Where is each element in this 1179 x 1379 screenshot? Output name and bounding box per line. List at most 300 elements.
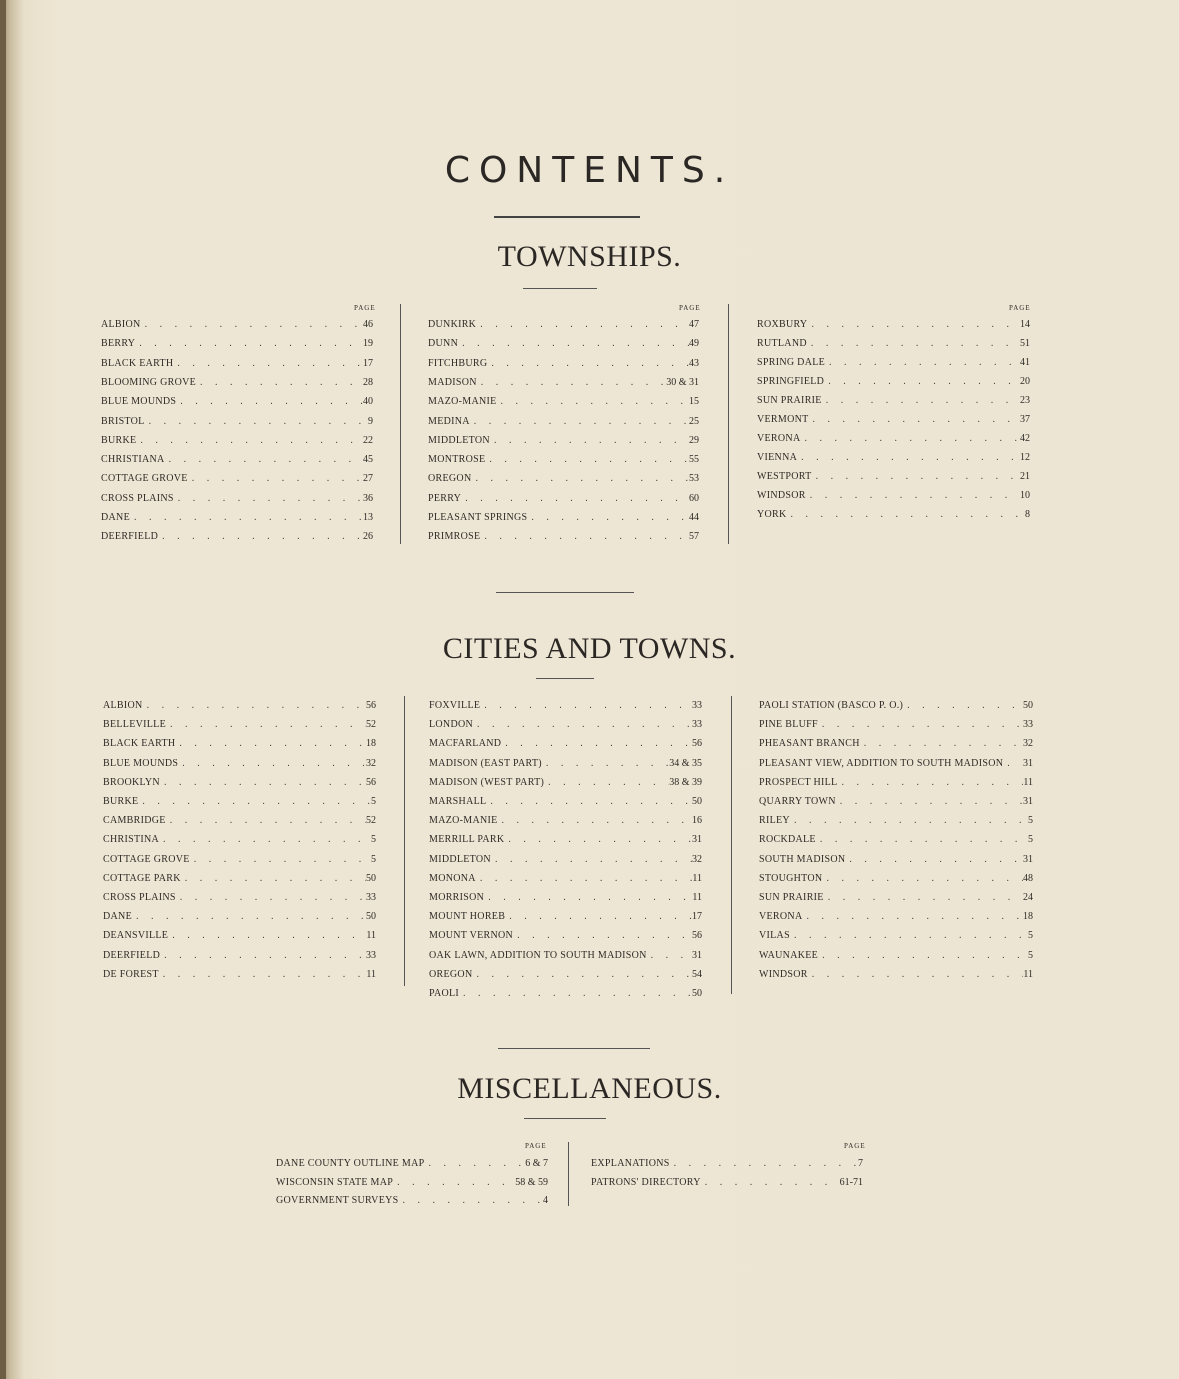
toc-entry-page: 17 [692,911,702,923]
toc-leader-dots [143,700,366,711]
toc-entry-name: VERONA [759,911,803,923]
toc-entry [103,774,376,788]
toc-leader-dots [181,873,366,884]
toc-entry-name: BLACK EARTH [103,738,176,750]
toc-entry-name: DUNN [428,338,459,350]
toc-entry [759,831,1033,845]
toc-leader-dots [476,319,689,330]
toc-entry [757,468,1030,482]
toc-entry-page: 17 [363,357,373,369]
toc-entry [101,413,373,427]
toc-entry [103,889,376,903]
toc-entry-name: MIDDLETON [429,853,491,865]
toc-entry-name: BLUE MOUNDS [103,757,179,769]
toc-leader-dots [166,815,366,826]
toc-entry [428,374,699,388]
toc-entry-page: 50 [692,796,702,807]
toc-entry-page: 16 [692,815,702,827]
toc-entry-name: RILEY [759,815,790,827]
toc-entry-name: PINE BLUFF [759,719,818,731]
page-binding-edge [0,0,6,1379]
toc-leader-dots [458,338,689,349]
toc-leader-dots [836,796,1023,807]
toc-entry [428,393,699,407]
toc-entry-name: ALBION [101,319,141,330]
toc-entry [101,393,373,407]
toc-entry [759,735,1033,749]
toc-entry [103,812,376,826]
toc-leader-dots [188,473,363,484]
toc-leader-dots [461,493,689,504]
toc-entry-name: DEERFIELD [101,531,159,543]
toc-entry-name: MOUNT VERNON [429,930,514,942]
toc-leader-dots [160,950,366,961]
toc-entry-page: 6 & 7 [525,1158,548,1169]
toc-entry [428,413,699,427]
toc-entry-name: GOVERNMENT SURVEYS [276,1195,399,1207]
toc-leader-dots [513,930,692,941]
toc-leader-dots [812,471,1020,482]
toc-entry-page: 34 & 35 [669,757,702,769]
toc-entry-page: 33 [366,892,376,903]
toc-leader-dots [498,815,692,826]
toc-entry [429,735,702,749]
toc-entry-page: 18 [1023,911,1033,923]
toc-entry [429,966,702,980]
toc-leader-dots [825,357,1020,368]
toc-entry-page: 19 [363,338,373,350]
toc-entry [101,335,373,349]
toc-entry-name: SUN PRAIRIE [757,395,822,406]
toc-entry-name: PAOLI [429,988,460,999]
toc-leader-dots [160,777,366,788]
toc-entry-name: VILAS [759,930,790,942]
toc-entry [429,774,702,788]
misc-col2-page-label: PAGE [844,1142,866,1150]
toc-entry [428,335,699,349]
toc-entry [101,432,373,446]
toc-entry [759,812,1033,826]
toc-leader-dots [477,377,666,388]
toc-entry-page: 50 [366,911,376,923]
toc-entry [757,354,1030,368]
townships-col3-page-label: PAGE [1009,304,1031,312]
toc-entry-name: CROSS PLAINS [103,892,176,903]
toc-leader-dots [472,969,692,980]
toc-entry-page: 32 [366,757,376,769]
toc-entry [101,509,373,523]
toc-entry-page: 52 [366,719,376,731]
toc-entry-name: MOUNT HOREB [429,911,506,923]
toc-entry-page: 33 [692,719,702,731]
toc-entry [428,490,699,504]
toc-entry [757,316,1030,330]
toc-leader-dots [670,1158,858,1169]
toc-leader-dots [168,930,366,941]
toc-entry-name: BLACK EARTH [101,357,174,369]
toc-entry-page: 32 [692,853,702,865]
toc-entry [759,889,1033,903]
toc-entry [103,793,376,807]
toc-entry [759,755,1033,769]
toc-entry-page: 40 [363,396,373,408]
toc-leader-dots [166,719,366,730]
toc-entry [103,831,376,845]
toc-entry-name: OREGON [429,968,473,980]
toc-entry [101,451,373,465]
toc-leader-dots [485,454,689,465]
toc-entry-name: PLEASANT SPRINGS [428,512,528,523]
toc-leader-dots [471,473,689,484]
toc-leader-dots [824,892,1023,903]
toc-entry-name: PRIMROSE [428,531,481,543]
toc-entry [757,487,1030,501]
toc-leader-dots [701,1177,840,1188]
toc-entry [759,966,1033,980]
toc-entry [429,985,702,999]
toc-entry-page: 11 [366,930,376,942]
cities-top-rule [496,592,634,593]
toc-entry-page: 50 [366,872,376,884]
toc-entry-page: 28 [363,376,373,388]
toc-entry-page: 23 [1020,395,1030,406]
toc-entry [759,947,1033,961]
toc-entry-page: 8 [1025,509,1030,520]
toc-leader-dots [175,738,366,749]
toc-entry-page: 56 [692,738,702,750]
toc-leader-dots [802,911,1023,922]
toc-entry-page: 48 [1023,872,1033,884]
toc-entry-name: BROOKLYN [103,776,160,788]
toc-entry-name: BRISTOL [101,415,145,427]
toc-entry-name: MONONA [429,872,476,884]
misc-col1-page-label: PAGE [525,1142,547,1150]
toc-entry-name: MAZO-MANIE [429,815,498,827]
toc-entry-page: 24 [1023,892,1033,903]
toc-entry-name: CHRISTIANA [101,454,165,466]
toc-entry [759,774,1033,788]
toc-leader-dots [816,834,1028,845]
toc-leader-dots [790,930,1028,941]
toc-leader-dots [176,892,366,903]
toc-entry-name: MERRILL PARK [429,834,505,846]
toc-entry-page: 18 [366,738,376,750]
toc-entry [757,411,1030,425]
toc-leader-dots [807,319,1020,330]
toc-entry-page: 31 [1023,796,1033,807]
toc-entry [429,927,702,941]
toc-entry-name: COTTAGE GROVE [101,473,188,485]
toc-entry-name: DUNKIRK [428,319,477,330]
toc-entry-name: BLUE MOUNDS [101,396,177,408]
toc-entry-page: 11 [366,968,376,980]
toc-leader-dots [806,490,1020,501]
toc-entry-name: MIDDLETON [428,434,490,446]
toc-leader-dots [132,911,366,922]
toc-entry-name: OAK LAWN, ADDITION TO SOUTH MADISON [429,949,647,961]
toc-entry-page: 52 [366,815,376,827]
toc-entry [757,506,1030,520]
toc-entry-name: OREGON [428,473,472,485]
toc-leader-dots [822,395,1020,406]
toc-leader-dots [476,873,693,884]
toc-entry-page: 11 [1023,776,1033,788]
toc-entry-page: 47 [689,319,699,330]
toc-entry [428,451,699,465]
toc-entry-name: BURKE [101,434,137,446]
toc-entry-page: 5 [1028,815,1033,827]
toc-entry-name: LONDON [429,719,474,731]
toc-leader-dots [505,911,692,922]
toc-entry [759,793,1033,807]
toc-entry [428,528,699,542]
toc-entry-name: VERONA [757,433,801,444]
toc-entry [276,1192,548,1206]
toc-entry-name: FOXVILLE [429,700,481,711]
toc-entry-name: ROXBURY [757,319,808,330]
townships-rule [523,288,597,289]
toc-leader-dots [1003,758,1023,769]
townships-divider-2 [728,304,729,544]
toc-entry [429,793,702,807]
toc-entry-name: WINDSOR [757,490,806,501]
toc-leader-dots [818,950,1028,961]
toc-entry-name: DE FOREST [103,968,159,980]
toc-leader-dots [470,416,689,427]
misc-divider [568,1142,569,1206]
toc-entry-page: 5 [371,853,376,865]
toc-entry-name: BLOOMING GROVE [101,376,197,388]
toc-entry-page: 53 [689,473,699,485]
toc-leader-dots [903,700,1023,711]
toc-entry-name: WISCONSIN STATE MAP [276,1176,394,1188]
toc-leader-dots [459,988,692,999]
toc-entry [759,870,1033,884]
toc-entry [429,908,702,922]
toc-entry-name: COTTAGE PARK [103,872,181,884]
toc-entry-page: 42 [1020,433,1030,444]
toc-leader-dots [138,796,371,807]
toc-entry-page: 32 [1023,738,1033,750]
toc-entry [759,851,1033,865]
toc-entry-page: 13 [363,512,373,523]
toc-entry-page: 11 [1023,968,1033,980]
toc-entry-page: 57 [689,531,699,543]
toc-leader-dots [141,319,363,330]
toc-entry [757,430,1030,444]
toc-leader-dots [501,738,692,749]
toc-entry [276,1155,548,1169]
toc-entry [103,966,376,980]
toc-entry [757,449,1030,463]
toc-entry-name: WESTPORT [757,471,812,482]
toc-entry [103,870,376,884]
toc-entry-name: PHEASANT BRANCH [759,738,860,750]
toc-entry [101,470,373,484]
toc-entry-name: RUTLAND [757,338,807,349]
toc-entry-page: 5 [1028,930,1033,942]
cities-divider-2 [731,696,732,994]
toc-entry-name: WINDSOR [759,968,808,980]
toc-entry [759,908,1033,922]
toc-leader-dots [145,416,368,427]
toc-leader-dots [822,873,1023,884]
toc-entry-page: 9 [368,415,373,427]
toc-leader-dots [837,777,1023,788]
toc-entry-name: PROSPECT HILL [759,776,838,788]
toc-leader-dots [542,758,669,769]
page-title: CONTENTS. [444,150,735,191]
toc-entry-name: CHRISTINA [103,834,160,846]
toc-entry-name: COTTAGE GROVE [103,853,190,865]
toc-leader-dots [860,738,1023,749]
toc-entry-name: MARSHALL [429,796,487,807]
toc-entry [276,1174,548,1188]
toc-entry [429,947,702,961]
toc-entry [429,812,702,826]
toc-entry-page: 5 [1028,834,1033,846]
toc-entry-page: 21 [1020,471,1030,482]
toc-entry-name: SPRING DALE [757,357,826,368]
toc-entry-page: 30 & 31 [666,376,699,388]
toc-entry-name: CAMBRIDGE [103,815,166,827]
toc-leader-dots [787,509,1025,520]
toc-entry-page: 5 [371,796,376,807]
toc-entry [759,697,1033,711]
toc-entry-page: 60 [689,492,699,504]
toc-leader-dots [818,719,1023,730]
toc-entry [429,716,702,730]
toc-entry [101,316,373,330]
toc-leader-dots [487,358,689,369]
toc-entry-page: 33 [366,949,376,961]
toc-leader-dots [165,454,363,465]
toc-leader-dots [484,892,692,903]
toc-entry-page: 50 [692,988,702,999]
toc-entry-page: 45 [363,454,373,466]
toc-entry-page: 5 [1028,949,1033,961]
toc-entry [757,373,1030,387]
toc-leader-dots [824,376,1020,387]
toc-entry [103,697,376,711]
toc-entry-page: 5 [371,834,376,846]
toc-entry [757,335,1030,349]
toc-entry [101,374,373,388]
toc-entry [759,927,1033,941]
toc-entry [103,947,376,961]
townships-heading: TOWNSHIPS. [497,240,682,273]
toc-leader-dots [845,854,1023,865]
toc-entry [428,316,699,330]
toc-entry-name: FITCHBURG [428,357,488,369]
toc-entry-name: MEDINA [428,415,470,427]
toc-entry [101,490,373,504]
toc-leader-dots [159,834,371,845]
toc-entry [428,355,699,369]
toc-entry-page: 50 [1023,700,1033,711]
cities-divider-1 [404,696,405,986]
misc-rule [524,1118,606,1119]
cities-heading: CITIES AND TOWNS. [442,632,737,665]
toc-entry-name: BELLEVILLE [103,719,166,731]
toc-entry-name: ROCKDALE [759,834,816,846]
toc-entry-name: CROSS PLAINS [101,492,174,504]
toc-entry-name: MAZO-MANIE [428,396,497,408]
toc-entry-page: 56 [366,776,376,788]
toc-entry [429,870,702,884]
toc-entry [103,851,376,865]
toc-leader-dots [809,414,1020,425]
toc-entry [757,392,1030,406]
toc-entry [428,509,699,523]
toc-entry-name: MACFARLAND [429,738,502,750]
toc-entry-page: 27 [363,473,373,485]
toc-entry [429,831,702,845]
toc-entry-name: MORRISON [429,892,485,903]
toc-entry-name: DEERFIELD [103,949,161,961]
toc-entry-page: 44 [689,512,699,523]
toc-entry-name: PERRY [428,492,462,504]
toc-leader-dots [178,758,366,769]
toc-entry-page: 10 [1020,490,1030,501]
townships-col1-page-label: PAGE [354,304,376,312]
toc-entry [103,755,376,769]
toc-entry [103,716,376,730]
toc-entry-name: WAUNAKEE [759,949,819,961]
toc-entry-page: 22 [363,434,373,446]
misc-top-rule [498,1048,650,1049]
toc-entry-page: 25 [689,415,699,427]
toc-entry [428,470,699,484]
toc-entry-name: SPRINGFIELD [757,376,825,387]
toc-leader-dots [158,531,363,542]
toc-entry-page: 43 [689,357,699,369]
toc-entry-page: 41 [1020,357,1030,368]
toc-leader-dots [398,1195,543,1206]
toc-leader-dots [797,452,1020,463]
toc-entry-page: 46 [363,319,373,330]
toc-entry-page: 33 [1023,719,1033,731]
toc-leader-dots [136,435,363,446]
toc-entry [429,697,702,711]
toc-leader-dots [490,435,689,446]
toc-entry-page: 26 [363,531,373,543]
toc-leader-dots [135,338,363,349]
title-rule [494,216,640,218]
toc-entry [591,1155,863,1169]
toc-entry-name: DANE [101,512,130,523]
toc-entry-page: 7 [858,1158,863,1169]
toc-entry-name: SUN PRAIRIE [759,892,824,903]
toc-leader-dots [424,1158,525,1169]
toc-leader-dots [486,796,692,807]
toc-entry-name: VIENNA [757,452,798,463]
toc-entry-name: BERRY [101,338,136,350]
toc-leader-dots [544,777,669,788]
toc-leader-dots [480,700,692,711]
toc-entry-page: 58 & 59 [515,1176,548,1188]
toc-leader-dots [491,854,692,865]
toc-leader-dots [130,512,363,523]
toc-leader-dots [176,396,363,407]
toc-entry-page: 51 [1020,338,1030,349]
toc-entry-page: 37 [1020,414,1030,425]
toc-entry-name: ALBION [103,700,143,711]
toc-leader-dots [173,358,363,369]
toc-entry-page: 11 [692,892,702,903]
toc-entry [428,432,699,446]
toc-leader-dots [807,338,1020,349]
